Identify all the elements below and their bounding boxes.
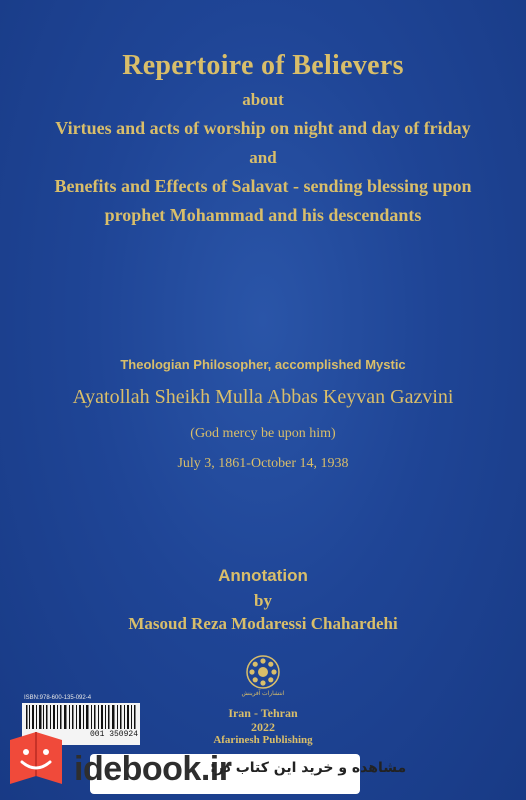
isbn-label: ISBN:978-600-135-092-4 bbox=[24, 695, 92, 701]
annotation-label: Annotation bbox=[218, 566, 308, 585]
about-label: about bbox=[242, 90, 284, 109]
and-label: and bbox=[249, 148, 277, 167]
subtitle-line-3: prophet Mohammad and his descendants bbox=[104, 205, 422, 225]
publisher-city: Iran - Tehran bbox=[228, 706, 298, 720]
author-name: Ayatollah Sheikh Mulla Abbas Keyvan Gazvini bbox=[72, 386, 454, 408]
watermark-banner bbox=[0, 748, 526, 800]
annotator-name: Masoud Reza Modaressi Chahardehi bbox=[128, 614, 398, 633]
publisher-persian-name: انتشارات آفرینش bbox=[241, 691, 285, 697]
watermark-site-name[interactable]: idebook.ir bbox=[74, 750, 232, 788]
barcode-digits: 001 350924 bbox=[89, 730, 138, 739]
publisher-year: 2022 bbox=[251, 720, 275, 734]
book-smile-icon bbox=[6, 726, 66, 790]
by-label: by bbox=[254, 591, 272, 610]
subtitle-line-1: Virtues and acts of worship on night and day of friday bbox=[55, 118, 471, 138]
author-prefix: Theologian Philosopher, accomplished Mystic bbox=[120, 357, 406, 372]
author-dates: July 3, 1861-October 14, 1938 bbox=[177, 456, 349, 471]
watermark-tagline: مشاهده و خرید این کتاب در: bbox=[210, 760, 407, 776]
mercy-note: (God mercy be upon him) bbox=[190, 426, 336, 441]
book-title: Repertoire of Believers bbox=[122, 50, 404, 81]
publisher-logo-icon bbox=[246, 655, 280, 689]
publisher-name: Afarinesh Publishing bbox=[213, 734, 313, 746]
subtitle-line-2: Benefits and Effects of Salavat - sending blessing upon bbox=[54, 176, 472, 196]
